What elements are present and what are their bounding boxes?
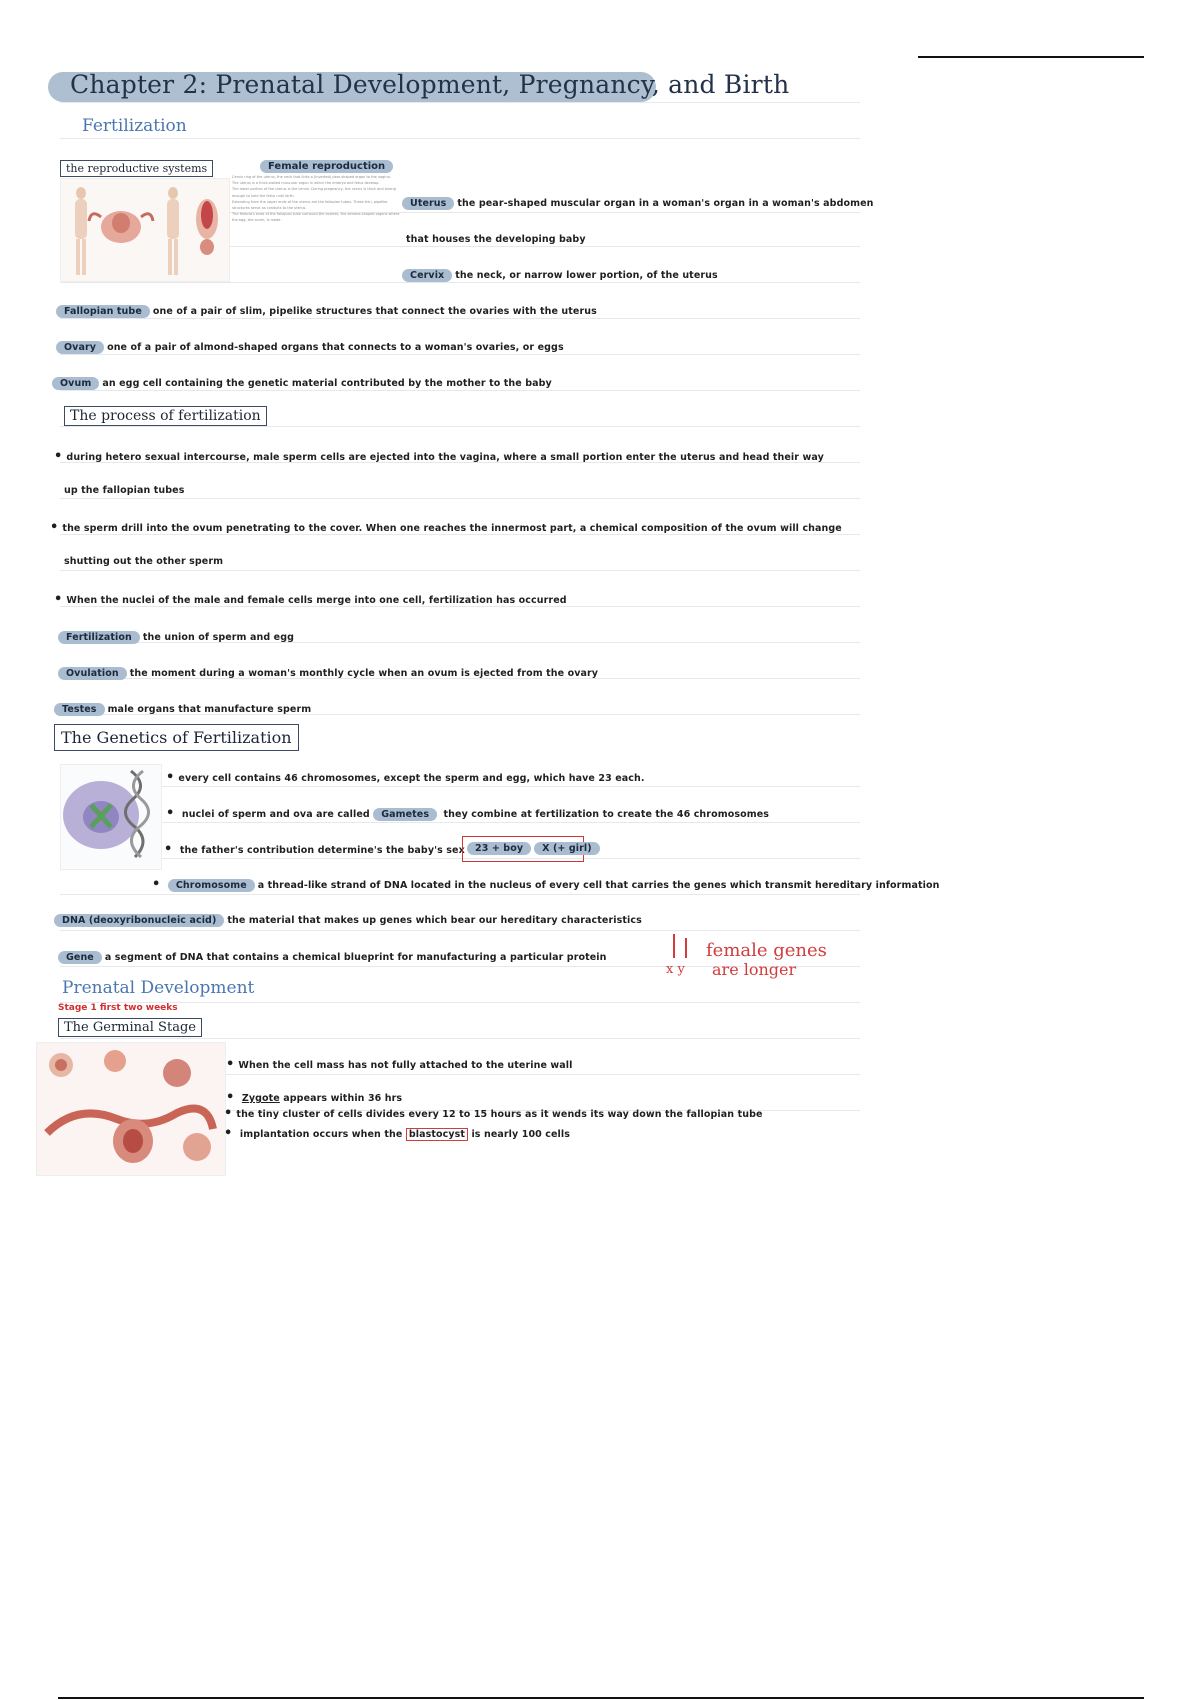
testes-definition [54,703,311,716]
fertilization-heading: Fertilization [82,116,187,136]
bottom-rule [58,1697,1144,1699]
gene-def: a segment of DNA that contains a chemical blueprint for manufacturing a particular protein [104,952,607,963]
uterus-definition-cont: that houses the developing baby [406,234,586,245]
chromosome-figure [60,764,162,870]
implantation-post: is nearly 100 cells [471,1129,571,1140]
dna-term: DNA (deoxyribonucleic acid) [54,914,224,927]
ruled-line [60,858,860,859]
cervix-def: the neck, or narrow lower portion, of the uterus [455,270,718,281]
ruled-line [60,570,860,571]
excerpt-line: The uterus is a thick-walled muscular organ in which the embryo and fetus develop. [232,181,380,186]
ruled-line [60,102,860,103]
blastocyst-term: blastocyst [406,1128,468,1141]
gene-definition [58,951,607,964]
excerpt-line: Extending from the upper ends of the uterus are the fallopian tubes. These thin, pipelike structures serve as conduits to the uterus. [232,199,388,211]
sex-tag-girl: X (+ girl) [534,842,600,855]
genetics-bullet-2-post: they combine at fertilization to create the 46 chromosomes [443,809,770,820]
ruled-line [60,390,860,391]
ovum-term: Ovum [52,377,99,390]
zygote-rest: appears within 36 hrs [283,1093,403,1104]
genetics-bullet-2-pre: nuclei of sperm and ova are called [181,809,370,820]
prenatal-development-heading: Prenatal Development [62,978,255,998]
process-bullet-2-cont: shutting out the other sperm [64,556,224,567]
dna-definition [54,914,642,927]
ruled-line [60,786,860,787]
female-reproduction-label: Female reproduction [260,160,393,173]
chromosome-definition [152,877,939,892]
fertilization-definition [58,631,294,644]
fallopian-definition [56,305,597,318]
are-longer-note: are longer [712,960,797,979]
genetics-of-fertilization-box: The Genetics of Fertilization [54,724,299,751]
xy-bars-icon [666,932,696,962]
process-bullet-2: • the sperm drill into the ovum penetrating to the cover. When one reaches the innermost part, a chemical composition of the ovum will change [50,520,842,535]
process-of-fertilization-box: The process of fertilization [64,406,267,426]
anatomy-illustration [61,179,229,281]
germinal-bullet-4 [224,1126,570,1141]
fallopian-def: one of a pair of slim, pipelike structures that connect the ovaries with the uterus [152,306,597,317]
germinal-bullet-3: • the tiny cluster of cells divides every 12 to 15 hours as it wends its way down the fallopian tube [224,1106,763,1121]
dna-illustration [61,765,161,869]
ruled-line [60,138,860,139]
ovary-definition [56,341,564,354]
ovum-definition [52,377,552,390]
ruled-line [60,930,860,931]
fallopian-term: Fallopian tube [56,305,150,318]
implantation-pre: implantation occurs when the [239,1129,403,1140]
uterus-def: the pear-shaped muscular organ in a woman's organ in a woman's abdomen [457,198,874,209]
gametes-term: Gametes [373,808,437,821]
ovulation-definition [58,667,598,680]
sex-tag-boy: 23 + boy [467,842,531,855]
genetics-bullet-3 [164,842,465,857]
reproductive-systems-figure [60,178,230,282]
excerpt-line: The lower portion of the uterus is the cervix. During pregnancy, the cervix is thick and strong enough to hold the fetus until birth. [232,187,396,198]
top-rule [918,56,1144,58]
reproductive-systems-box: the reproductive systems [60,160,213,177]
ovulation-diagram [37,1043,225,1175]
process-bullet-1-cont: up the fallopian tubes [64,485,185,496]
ruled-line [60,1002,860,1003]
cervix-term: Cervix [402,269,452,282]
genetics-bullet-3-pre: the father's contribution determine's the baby's sex [179,845,465,856]
gene-term: Gene [58,951,102,964]
genetics-bullet-1: • every cell contains 46 chromosomes, except the sperm and egg, which have 23 each. [166,770,645,785]
ovary-def: one of a pair of almond-shaped organs that connects to a woman's ovaries, or eggs [107,342,564,353]
germinal-bullet-2 [226,1090,402,1105]
excerpt-line: Cervix ring of the uterus, the neck that links a (inverted) pear-shaped organ to the vagina. [232,175,391,179]
testes-def: male organs that manufacture sperm [107,704,312,715]
process-bullet-1: • during hetero sexual intercourse, male sperm cells are ejected into the vagina, where a small portion enter the uterus and head their way [54,449,824,464]
female-genes-note: female genes [706,940,827,961]
ruled-line [60,498,860,499]
genetics-bullet-2 [166,806,769,821]
testes-term: Testes [54,703,105,716]
ovary-term: Ovary [56,341,104,354]
uterus-definition [402,197,874,210]
zygote-term: Zygote [241,1093,280,1104]
fertilization-term: Fertilization [58,631,140,644]
germinal-bullet-1: • When the cell mass has not fully attached to the uterine wall [226,1057,573,1072]
sex-determination-tags [467,842,603,855]
uterus-term: Uterus [402,197,454,210]
ovulation-def: the moment during a woman's monthly cycle when an ovum is ejected from the ovary [129,668,599,679]
chromosome-term: Chromosome [168,879,255,892]
xy-label: x y [666,962,685,977]
ovulation-term: Ovulation [58,667,127,680]
germinal-stage-figure [36,1042,226,1176]
ruled-line [60,822,860,823]
excerpt-line: The fimbria's ends of the fallopian tube surround the ovaries, the almond-shaped organs where the egg, the ovum, is made. [232,212,400,223]
textbook-excerpt [232,174,404,224]
cervix-definition [402,269,718,282]
stage-1-label: Stage 1 first two weeks [58,1003,178,1013]
fertilization-def: the union of sperm and egg [142,632,294,643]
ruled-line [60,1038,860,1039]
ruled-line [60,318,860,319]
chapter-title: Chapter 2: Prenatal Development, Pregnancy, and Birth [70,70,790,99]
process-bullet-3: • When the nuclei of the male and female cells merge into one cell, fertilization has occurred [54,592,567,607]
germinal-stage-box: The Germinal Stage [58,1018,202,1037]
ruled-line [60,894,860,895]
dna-def: the material that makes up genes which bear our hereditary characteristics [227,915,642,926]
ruled-line [60,354,860,355]
ruled-line [60,426,860,427]
ovum-def: an egg cell containing the genetic material contributed by the mother to the baby [102,378,552,389]
chromosome-def: a thread-like strand of DNA located in the nucleus of every cell that carries the genes which transmit hereditary information [257,880,940,891]
